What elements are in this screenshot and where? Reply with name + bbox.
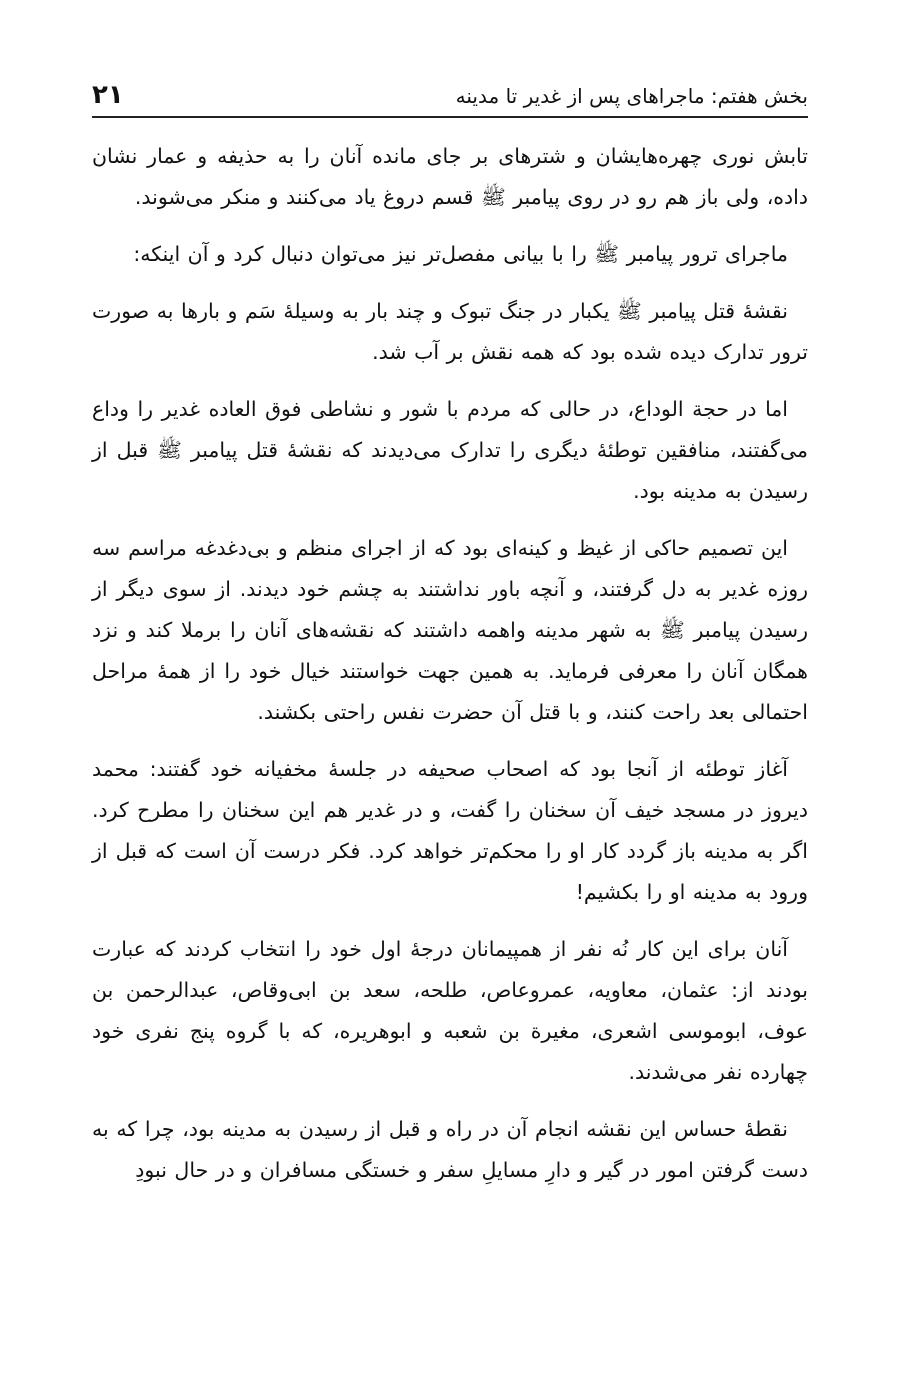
book-page (92, 62, 808, 1362)
paragraph: نقطهٔ حساس این نقشه انجام آن در راه و قبل از رسیدن به مدینه بود، چرا که به دست گرفتن امور در گیر و دارِ مسایلِ سفر و خستگی مسافران و در حال نبودِ (92, 1117, 808, 1182)
paragraph: این تصمیم حاکی از غیظ و کینه‌ای بود که از اجرای منظم و بی‌دغدغه مراسم سه روزه غدیر به دل گرفتند، و آنچه باور نداشتند به چشم خود دیدند. از سوی دیگر از رسیدن پیامبر ﷺ به شهر مدینه واهمه داشتند که نقشه‌های آنان را برملا کند و نزد همگان آنان را معرفی فرماید. به همین جهت خواستند خیال خود را از همهٔ مراحل احتمالی بعد راحت کنند، و با قتل آن حضرت نفس راحتی بکشند. (92, 536, 808, 724)
paragraph: اما در حجة الوداع، در حالی که مردم با شور و نشاطی فوق العاده غدیر را وداع می‌گفتند، منافقین توطئهٔ دیگری را تدارک می‌دیدند که نقشهٔ قتل پیامبر ﷺ قبل از رسیدن به مدینه بود. (92, 397, 808, 503)
page-number: ۲۱ (92, 80, 124, 110)
running-header (92, 62, 808, 114)
paragraph: نقشهٔ قتل پیامبر ﷺ یکبار در جنگ تبوک و چند بار به وسیلهٔ سَم و بارها به صورت ترور تدارک دیده شده بود که همه نقش بر آب شد. (92, 299, 808, 364)
paragraph: آغاز توطئه از آنجا بود که اصحاب صحیفه در جلسهٔ مخفیانه خود گفتند: محمد دیروز در مسجد خیف آن سخنان را گفت، و در غدیر هم این سخنان را مطرح کرد. اگر به مدینه باز گردد کار او را محکم‌تر خواهد کرد. فکر درست آن است که قبل از ورود به مدینه او را بکشیم! (92, 757, 808, 904)
paragraph: ماجرای ترور پیامبر ﷺ را با بیانی مفصل‌تر نیز می‌توان دنبال کرد و آن اینکه: (133, 242, 788, 266)
chapter-title: بخش هفتم: ماجراهای پس از غدیر تا مدینه (455, 84, 808, 108)
paragraph: آنان برای این کار نُه نفر از همپیمانان درجهٔ اول خود را انتخاب کردند که عبارت بودند از: عثمان، معاویه، عمروعاص، طلحه، سعد بن ابی‌وقاص، عبدالرحمن بن عوف، ابوموسی اشعری، مغیرة بن شعبه و ابوهریره، که با گروه پنج نفری خود چهارده نفر می‌شدند. (92, 937, 808, 1084)
header-divider (92, 116, 808, 118)
paragraph: تابش نوری چهره‌هایشان و شترهای بر جای مانده آنان را به حذیفه و عمار نشان داده، ولی باز هم رو در روی پیامبر ﷺ قسم دروغ یاد می‌کنند و منکر می‌شوند. (92, 144, 808, 209)
page-body (92, 136, 808, 1191)
